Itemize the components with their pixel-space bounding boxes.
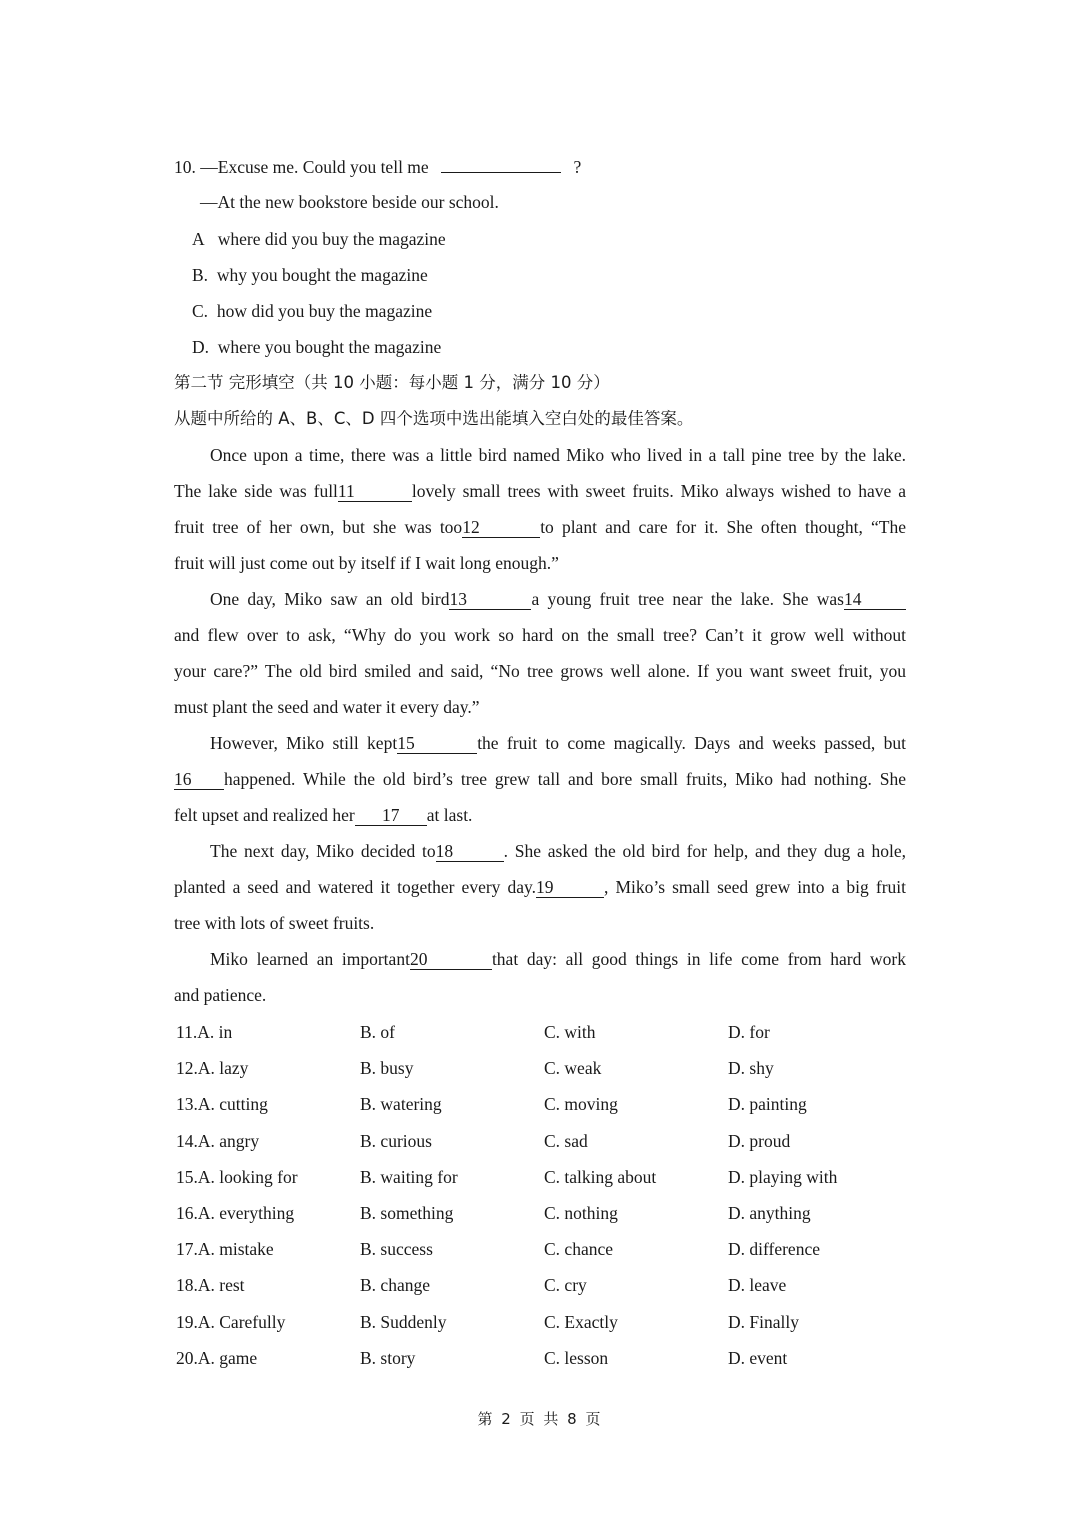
cloze-option-row <box>0 1201 1080 1225</box>
question-number: 20. <box>176 1347 198 1368</box>
option-a-text: A. rest <box>197 1275 245 1296</box>
option-b: B. of <box>360 1022 395 1042</box>
option-a-text: A. mistake <box>197 1239 274 1260</box>
passage-p4-line1 <box>210 839 906 863</box>
option-a <box>176 1056 248 1080</box>
option-a <box>176 1310 285 1334</box>
option-d: D. for <box>728 1022 770 1042</box>
text-run: happened. While the old bird’s tree grew tall and bore small fruits, Miko had nothing. She <box>224 769 906 789</box>
text-run: felt upset and realized her <box>174 805 355 825</box>
blank-14: 14 <box>844 589 906 610</box>
option-d: D. shy <box>728 1058 774 1079</box>
question-number: 12. <box>176 1058 198 1079</box>
passage-p2-line1 <box>210 587 906 611</box>
page-footer: 第 2 页 共 8 页 <box>477 1410 603 1428</box>
passage-p2-line2: and flew over to ask, “Why do you work so hard on the small tree? Can’t it grow well without <box>174 625 906 645</box>
text-run: to plant and care for it. She often thought, “The <box>540 517 906 537</box>
option-c: C. with <box>544 1022 596 1042</box>
text-run: , Miko’s small seed grew into a big fruit <box>604 877 906 897</box>
option-d: D. difference <box>728 1239 820 1260</box>
option-letter: B. <box>192 265 209 285</box>
blank-19: 19 <box>536 877 604 898</box>
option-text: where you bought the magazine <box>217 337 442 357</box>
passage-p3-line2 <box>174 767 906 791</box>
option-d: D. playing with <box>728 1166 838 1187</box>
text-run: . She asked the old bird for help, and they dug a hole, <box>503 841 906 861</box>
option-a <box>176 1346 257 1370</box>
option-b: B. something <box>360 1203 454 1223</box>
option-a <box>176 1165 298 1189</box>
cloze-option-row <box>0 1310 1080 1334</box>
cloze-option-row <box>0 1020 1080 1044</box>
option-b: B. story <box>360 1347 416 1368</box>
text-run: Miko learned an important <box>210 949 410 969</box>
option-d: D. Finally <box>728 1311 799 1332</box>
passage-p3-line1 <box>210 731 906 755</box>
passage-p1-line2 <box>174 479 906 503</box>
question-number: 11. <box>176 1022 198 1042</box>
option-a <box>176 1129 259 1153</box>
passage-p1-line1: Once upon a time, there was a little bird named Miko who lived in a tall pine tree by the lake. <box>210 445 906 465</box>
cloze-option-row <box>0 1346 1080 1370</box>
passage-p1-line4: fruit will just come out by itself if I wait long enough.” <box>174 553 559 573</box>
passage-p1-line3 <box>174 515 906 539</box>
option-b: B. curious <box>360 1130 432 1151</box>
text-run: at last. <box>426 805 473 825</box>
option-a <box>176 1273 245 1297</box>
question-10-prompt <box>174 155 581 179</box>
cloze-option-row <box>0 1056 1080 1080</box>
blank-11: 11 <box>338 481 412 502</box>
option-b: B. busy <box>360 1058 414 1079</box>
question-10-prefix: 10. —Excuse me. Could you tell me <box>174 157 429 177</box>
text-run: The lake side was full <box>174 481 338 501</box>
cloze-option-row <box>0 1273 1080 1297</box>
option-a <box>176 1201 294 1225</box>
text-run: the fruit to come magically. Days and weeks passed, but <box>477 733 906 753</box>
option-c: C. nothing <box>544 1203 618 1223</box>
passage-p2-line4: must plant the seed and water it every day.” <box>174 697 480 717</box>
option-b: B. Suddenly <box>360 1311 447 1332</box>
blank-15: 15 <box>397 733 477 754</box>
text-run: fruit tree of her own, but she was too <box>174 517 463 537</box>
passage-p4-line2 <box>174 875 906 899</box>
option-c: C. moving <box>544 1094 618 1115</box>
option-a <box>176 1237 274 1261</box>
option-c: C. talking about <box>544 1166 657 1187</box>
option-d: D. leave <box>728 1275 787 1296</box>
text-run: a young fruit tree near the lake. She was <box>531 589 844 609</box>
text-run: However, Miko still kept <box>210 733 398 753</box>
question-number: 19. <box>176 1311 198 1332</box>
option-a-text: A. in <box>197 1022 233 1042</box>
option-a <box>176 1020 232 1044</box>
question-10-reply: —At the new bookstore beside our school. <box>200 192 499 212</box>
passage-p5-line2: and patience. <box>174 985 267 1005</box>
question-10-option-d <box>192 335 441 359</box>
option-a-text: A. game <box>197 1347 258 1368</box>
text-run: that day: all good things in life come from hard work <box>491 949 906 969</box>
option-a-text: A. lazy <box>197 1058 249 1079</box>
option-a-text: A. looking for <box>197 1166 298 1187</box>
question-number: 14. <box>176 1130 198 1151</box>
question-number: 13. <box>176 1094 198 1115</box>
question-number: 16. <box>176 1203 198 1223</box>
option-c: C. sad <box>544 1130 588 1151</box>
option-a-text: A. cutting <box>197 1094 268 1115</box>
option-b: B. waiting for <box>360 1166 458 1187</box>
option-c: C. Exactly <box>544 1311 618 1332</box>
passage-p5-line1 <box>210 947 906 971</box>
option-c: C. lesson <box>544 1347 609 1368</box>
option-a <box>176 1092 268 1116</box>
question-10-suffix: ? <box>573 157 582 177</box>
option-a-text: A. everything <box>197 1203 295 1223</box>
text-run: planted a seed and watered it together every day. <box>174 877 536 897</box>
option-text: why you bought the magazine <box>216 265 428 285</box>
option-b: B. watering <box>360 1094 442 1115</box>
option-d: D. event <box>728 1347 788 1368</box>
section-2-instruction: 从题中所给的 A、B、C、D 四个选项中选出能填入空白处的最佳答案。 <box>174 409 694 428</box>
question-10-option-a <box>192 227 446 251</box>
passage-p4-line3: tree with lots of sweet fruits. <box>174 913 375 933</box>
option-letter: D. <box>192 337 210 357</box>
blank-12: 12 <box>462 517 540 538</box>
option-letter: A <box>192 229 205 249</box>
option-text: how did you buy the magazine <box>216 301 433 321</box>
question-10-option-b <box>192 263 428 287</box>
blank-13: 13 <box>449 589 531 610</box>
question-10-option-c <box>192 299 432 323</box>
question-10-blank <box>441 172 561 173</box>
option-a-text: A. angry <box>197 1130 260 1151</box>
option-c: C. cry <box>544 1275 587 1296</box>
cloze-option-row <box>0 1237 1080 1261</box>
option-a-text: A. Carefully <box>197 1311 286 1332</box>
blank-20: 20 <box>410 949 492 970</box>
option-letter: C. <box>192 301 209 321</box>
option-d: D. proud <box>728 1130 791 1151</box>
option-c: C. chance <box>544 1239 613 1260</box>
text-run: One day, Miko saw an old bird <box>210 589 450 609</box>
text-run: lovely small trees with sweet fruits. Miko always wished to have a <box>411 481 906 501</box>
section-2-title: 第二节 完形填空（共 10 小题：每小题 1 分，满分 10 分） <box>174 373 610 392</box>
option-b: B. success <box>360 1239 433 1260</box>
blank-18: 18 <box>436 841 504 862</box>
option-c: C. weak <box>544 1058 602 1079</box>
question-number: 15. <box>176 1166 198 1187</box>
option-d: D. anything <box>728 1203 811 1223</box>
passage-p2-line3: your care?” The old bird smiled and said, “No tree grows well alone. If you want sweet fruit, you <box>174 661 906 681</box>
question-number: 17. <box>176 1239 198 1260</box>
option-text: where did you buy the magazine <box>217 229 446 249</box>
cloze-option-row <box>0 1129 1080 1153</box>
option-d: D. painting <box>728 1094 807 1115</box>
cloze-option-row <box>0 1165 1080 1189</box>
question-number: 18. <box>176 1275 198 1296</box>
option-b: B. change <box>360 1275 430 1296</box>
blank-17: 17 <box>355 805 427 826</box>
blank-16: 16 <box>174 769 224 790</box>
cloze-option-row <box>0 1092 1080 1116</box>
text-run: The next day, Miko decided to <box>210 841 436 861</box>
passage-p3-line3 <box>174 803 472 827</box>
